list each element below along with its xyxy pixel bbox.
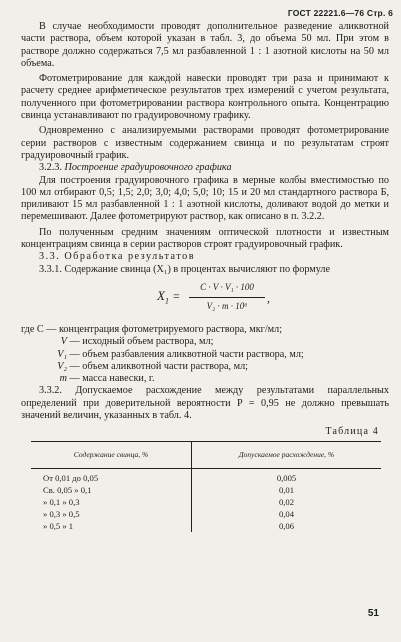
formula-equals: = bbox=[173, 288, 180, 303]
page-number: 51 bbox=[367, 608, 379, 619]
tolerance-table bbox=[31, 441, 381, 532]
value-cell: 0,005 bbox=[276, 472, 297, 483]
formula-comma: , bbox=[267, 290, 270, 305]
table-row bbox=[31, 520, 381, 532]
paragraph-series: Одновременно с анализируемыми растворами проводят фотометрирование серии растворов с известным содержанием свинца и по результатам строят градуировочный график. bbox=[21, 125, 389, 161]
fraction-bar bbox=[189, 297, 265, 298]
section-number: 3.2.3. bbox=[39, 162, 62, 174]
formula-lhs: $X_1$ bbox=[157, 287, 169, 306]
range-cell: От 0,01 до 0,05 bbox=[31, 468, 192, 484]
value-cell: 0,02 bbox=[278, 496, 295, 507]
table-row bbox=[31, 468, 381, 484]
definition-item: V — исходный объем раствора, мл; bbox=[60, 336, 214, 348]
definition-item: V₁ — объем разбавления аликвотной части раствора, мл; bbox=[57, 348, 304, 360]
formula-numerator: C · V · V₁ · 100 bbox=[200, 281, 254, 292]
page-body bbox=[21, 21, 389, 532]
paragraph-dilution: В случае необходимости проводят дополнительное разведение аликвотной части раствора, объем которой указан в табл. 3, до объема 50 мл. При этом в растворе должно содержаться 7,5 мл разбавленной 1 : 1 азотной кислоты на 50 мл объема. bbox=[21, 21, 389, 69]
paragraph-graph: По полученным средним значениям оптической плотности и известным концентрациям свинца в серии растворов строят градуировочный график. bbox=[21, 226, 389, 251]
definition-item: m — масса навески, г. bbox=[59, 373, 155, 385]
formula bbox=[21, 280, 389, 322]
definition-item: где C — концентрация фотометрируемого раствора, мкг/мл; bbox=[21, 323, 283, 335]
table-row bbox=[31, 496, 381, 508]
column-header: Допускаемое расхождение, % bbox=[192, 441, 382, 468]
page-header: ГОСТ 22221.6—76 Стр. 6 bbox=[287, 8, 393, 18]
table-caption: Таблица 4 bbox=[325, 426, 379, 438]
definitions-list bbox=[21, 324, 389, 385]
range-cell: » 0,5 » 1 bbox=[31, 520, 192, 532]
value-cell: 0,01 bbox=[278, 484, 295, 495]
value-cell: 0,04 bbox=[278, 508, 295, 519]
section-title: Построение градуировочного графика bbox=[64, 162, 232, 174]
paragraph-photometry: Фотометрирование для каждой навески проводят три раза и принимают к расчету среднее арифметическое результатов трех измерений с учетом результата, полученного при фотометрировании раствора контрольного опыта. Концентрацию свинца устанавливают по градуировочному графику. bbox=[21, 73, 389, 122]
definition-item: V₂ — объем аликвотной части раствора, мл; bbox=[57, 360, 248, 372]
formula-denominator: V₂ · m · 10⁶ bbox=[206, 300, 248, 311]
paragraph-calibration: Для построения градуировочного графика в мерные колбы вместимостью по 100 мл отбирают 0,5; 1,5; 2,0; 3,0; 4,0; 5,0; 10; 15 и 20 мл стандартного раствора Б, приливают 15 мл разбавленной 1 : 1 азотной кислоты, доливают водой до метки и перемешивают. Далее фотометрируют раствор, как описано в п. 3.2.2. bbox=[21, 174, 389, 223]
table-row bbox=[31, 508, 381, 520]
range-cell: » 0,3 » 0,5 bbox=[31, 508, 192, 520]
table-header-row bbox=[31, 441, 381, 468]
range-cell: » 0,1 » 0,3 bbox=[31, 496, 192, 508]
column-header: Содержание свинца, % bbox=[31, 441, 192, 468]
range-cell: Св. 0,05 » 0,1 bbox=[31, 484, 192, 496]
section-heading-3-2-3 bbox=[21, 162, 389, 174]
section-heading-3-3: 3.3. Обработка результатов bbox=[39, 251, 196, 263]
table-row bbox=[31, 484, 381, 496]
paragraph-formula-intro: 3.3.1. Содержание свинца (X₁) в процентах вычисляют по формуле bbox=[39, 263, 330, 275]
paragraph-tolerance: 3.3.2. Допускаемое расхождение между результатами параллельных определений при доверительной вероятности P = 0,95 не должно превышать значений величин, указанных в табл. 4. bbox=[21, 385, 389, 422]
value-cell: 0,06 bbox=[278, 520, 295, 531]
